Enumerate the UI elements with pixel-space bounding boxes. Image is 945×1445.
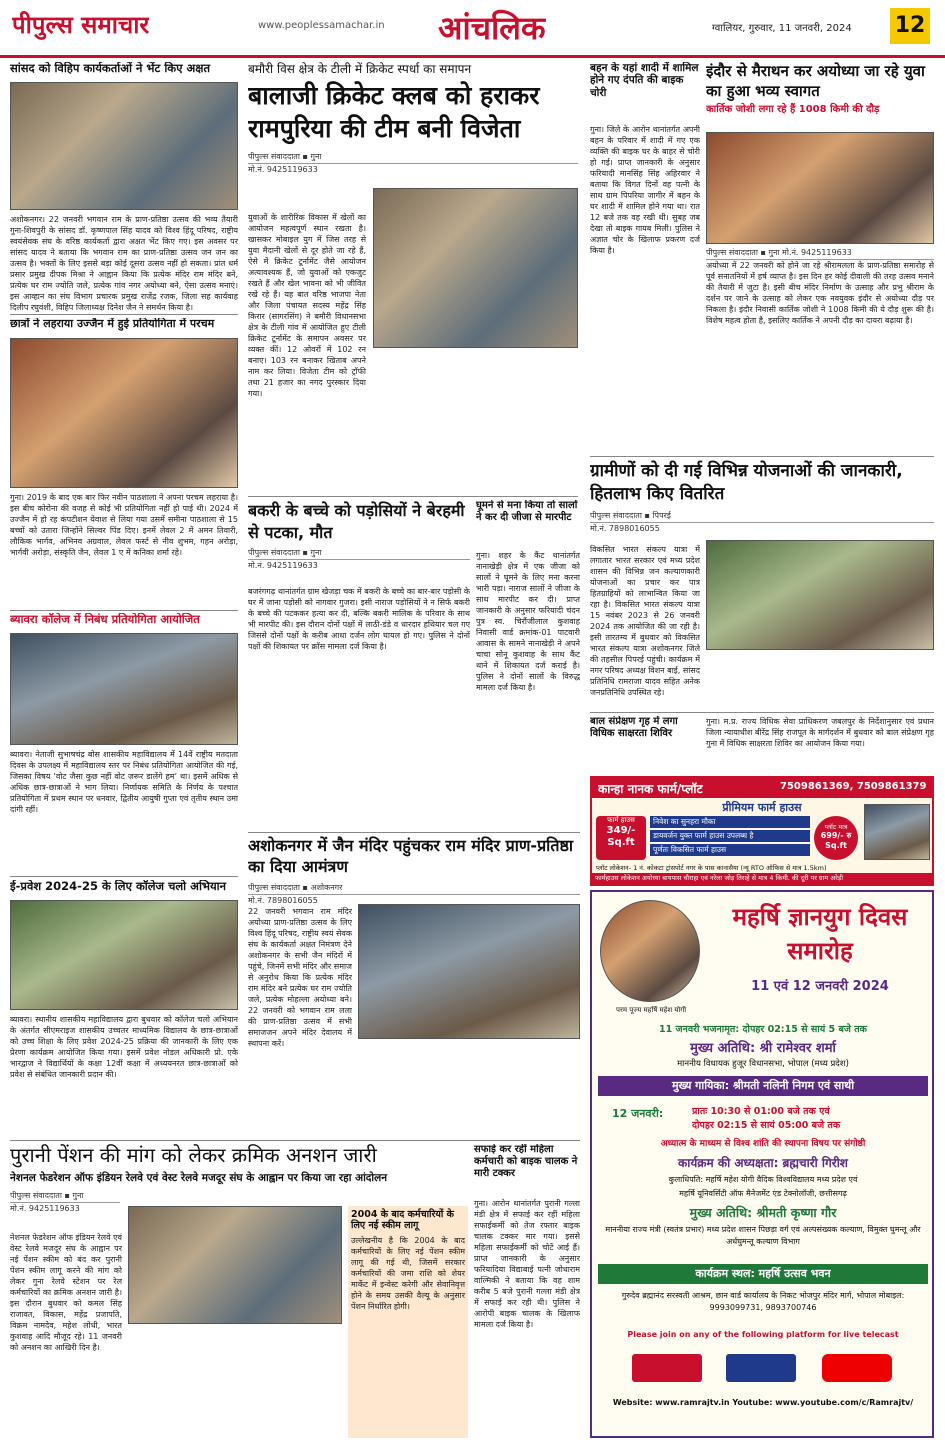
ad-points [650, 816, 810, 856]
divider [10, 876, 238, 877]
article-body: नेशनल फेडरेशन ऑफ इंडियन रेलवे एवं वेस्ट रेलवे मजदूर संघ के आह्वान पर नई पेंशन स्कीम को बंद कर पुरानी पेंशन स्कीम लागू करने की मांग को लेकर गुना रेलवे स्टेशन पर रेल कर्मचारियों का क्रमिक अनशन जारी है। इस दौरान बुधवार को कमल सिंह राजावत, विकास, महेंद्र प्रजापति, विक्रम नामदेव, महेश लोधी, भारत कुशवाह आदि मौजूद रहे। 11 जनवरी को अनशन का आखिरी दिन है। [10, 1233, 122, 1352]
divider [10, 314, 238, 315]
divider [10, 610, 238, 611]
article-body: ब्यावरा। स्थानीय शासकीय महाविद्यालय द्वारा बुधवार को कॉलेज चलो अभियान के अंतर्गत सीएमराइज शासकीय उच्चतर माध्यमिक विद्यालय के छात्र-छात्राओं को उच्च शिक्षा के लिए प्रवेश 2024-25 प्रक्रिया की जानकारी के लिए एक प्रेरणा कार्यक्रम आयोजित किया गया। इसमें प्रवेश नोडल अधिकारी प्रो. एके भारद्वाज ने विद्यार्थियों के कक्षा 12वीं कक्षा में अध्ययनरत छात्र-छात्राओं को प्रवेश से संबंधित जानकारी प्रदान की। [10, 1015, 238, 1079]
article-body: ब्यावरा। नेताजी सुभाषचंद्र बोस शासकीय महाविद्यालय में 14वें राष्ट्रीय मतदाता दिवस के उपलक्ष्य में महाविद्यालय स्तर पर निबंध प्रतियोगिता आयोजित की गई, जिसका विषय ‘वोट जैसा कुछ नहीं वोट ज़रूर डालेंगे हम’ था। इसमें अधिक से अधिक छात्र-छात्राओं ने भाग लिया। निर्णायक समिति के निर्णय के पश्चात प्रतियोगिता में प्रथम स्थान पर धनवार, द्वितीय आयुषी गुप्ता एवं तृतीय स्थान उमा दांगी रहीं। [10, 750, 238, 814]
box-body: उल्लेखनीय है कि 2004 के बाद कर्मचारियों के लिए नई पेंशन स्कीम लागू की गई थी, जिसमें सरकार कर्मचारियों की जमा राशि को शेयर मार्केट में इन्वेस्ट करेगी और सेवानिवृत्त होने के समय उसकी वैल्यू के अनुसार पेंशन निर्धारित होगी। [351, 1236, 465, 1312]
article-body: बजरंगगढ़ थानांतर्गत ग्राम खेजड़ा चक में बकरी के बच्चे का बार-बार पड़ोसी के घर में जाना पड़ोसी को नागवार गुजरा। इसी नाराज पड़ोसियों ने न सिर्फ बकरी के बच्चे की पटककर हत्या कर दी, बल्कि बकरी मालिक के परिवार के साथ भी मारपीट की। इस दौरान दोनों पक्षों में लाठी-डंडे व धारदार हथियार चल गए जिससे दोनों पक्षों के करीब आधा दर्जन लोग घायल हो गए। पुलिस ने दोनों पक्षों की शिकायत पर क्रॉस मामला दर्ज किया है। [248, 587, 470, 651]
story-legal-camp [590, 716, 934, 772]
byline-place: गुना [768, 248, 780, 257]
story-bike-theft [590, 62, 700, 452]
headline: घूमने से मना किया तो सालों ने कर दी जीजा से मारपीट [476, 500, 578, 523]
article-body: गुना। जिले के आरोन थानांतर्गत अपनी बहन के परिवार में शादी में गए एक व्यक्ति की बाइक घर के बाहर से चोरी हो गई। प्राप्त जानकारी के अनुसार फरियादी मानसिंह सिंह अहिरवार ने बताया कि विगत दिनों वह पत्नी के साथ ग्राम पिपरिया जागीर में बहन के घर शादी में शामिल होने गया था। रात 12 बजे तक वह रखी थी। सुबह जब देखा तो बाइक गायब मिली। पुलिस ने अज्ञात चोर के खिलाफ प्रकरण दर्ज किया है। [590, 125, 700, 255]
byline-place: गुना [310, 152, 322, 162]
price-left-label: फार्म हाउस [607, 816, 635, 824]
section-title: आंचलिक [438, 9, 546, 47]
ad-point: पूर्णतः विकसित फार्म हाउस [650, 844, 810, 856]
headline: बकरी के बच्चे को पड़ोसियों ने बेरहमी से पटका, मौत [248, 501, 465, 542]
portrait-caption: परम पूज्य महर्षि महेश योगी [615, 1006, 687, 1014]
address: गुरुदेव ब्रह्मानंद सरस्वती आश्रम, छान वार्ड कार्यालय के निकट भोजपुर मंदिर मार्ग, भोपाल मोबाइल: 9993099731, 9893700746 [621, 1291, 905, 1312]
article-body-cont [373, 354, 578, 492]
headline: ग्रामीणों को दी गई विभिन्न योजनाओं की जानकारी, हितलाभ किए वितरित [590, 461, 903, 504]
news-photo [373, 188, 578, 348]
mobile-number: मो.नं. 9425119633 [248, 165, 318, 175]
house-photo [864, 804, 930, 860]
price-right-badge [814, 816, 858, 860]
mobile-number: मो.नं. 9425119633 [10, 1203, 80, 1213]
story-goat [248, 500, 470, 830]
ad-dates: 11 एवं 12 जनवरी 2024 [751, 979, 889, 994]
divider [590, 712, 934, 713]
byline: पीपुल्स संवाददाता ▪ गुना [248, 151, 578, 164]
article-body-cont [706, 654, 934, 710]
byline-place: पिपरई [652, 510, 671, 520]
news-photo [358, 904, 580, 1039]
news-photo [706, 132, 934, 244]
story-sweeper [474, 1144, 580, 1438]
live-invite: Please join on any of the following platform for live telecast [627, 1330, 899, 1339]
byline-place: अशोकनगर [310, 882, 343, 892]
price-right-label: प्लॉट मात्र [824, 823, 848, 831]
mobile-number: मो.नं. 7898016055 [590, 523, 660, 533]
kicker: बमौरी विस क्षेत्र के टीली में क्रिकेट स्पर्धा का समापन [248, 62, 472, 76]
chancellor-line-2: महर्षि यूनिवर्सिटी ऑफ मैनेजमेंट एंड टेक्नोलॉजी, छत्तीसगढ़ [679, 1189, 847, 1198]
news-photo [706, 540, 934, 650]
program-president: कार्यक्रम की अध्यक्षता: ब्रह्मचारी गिरीश [678, 1156, 848, 1170]
headline: छात्रों ने लहराया उज्जैन में हुई प्रतियोगिता में परचम [10, 318, 215, 330]
price-left-value: 349/- Sq.ft [606, 825, 636, 848]
story-marathon [706, 62, 934, 452]
mobile-number: मो.नं. 9425119633 [782, 248, 852, 257]
day1-time: 11 जनवरी भजनामृत: दोपहर 02:15 से सायं 5 बजे तक [659, 1024, 867, 1035]
box-title: 2004 के बाद कर्मचारियों के लिए नई स्कीम लागू [351, 1209, 454, 1232]
story-ujjain-competition [10, 318, 238, 608]
article-body: गुना। म.प्र. राज्य विधिक सेवा प्राधिकरण जबलपुर के निर्देशानुसार एवं प्रधान जिला न्यायाधीश बीरेंद्र सिंह राजपूत के मार्गदर्शन में बुधवार को बाल संप्रेक्षण गृह गुना में विधिक साक्षरता शिविर का आयोजन किया गया। [706, 717, 934, 748]
byline: पीपुल्स संवाददाता ▪ अशोकनगर [248, 882, 580, 895]
dateline: ग्वालियर, गुरुवार, 11 जनवरी, 2024 [712, 23, 852, 34]
page-number: 12 [890, 8, 930, 44]
article-body: विकसित भारत संकल्प यात्रा में लगातार भारत सरकार एवं मध्य प्रदेश शासन की विभिन्न जन कल्याणकारी योजनाओं का प्रचार कर पात्र हितग्राहियों को लाभान्वित किया जा रहा है। विकसित भारत संकल्प यात्रा 15 नवंबर 2023 से 26 जनवरी 2024 तक आयोजित की जा रही है। इसी तारतम्य में बुधवार को विकसित भारत संकल्प यात्रा अशोकनगर जिले की तहसील पिपरई पहुंची। कार्यक्रम में नगर परिषद अध्यक्ष विशन बाई, सांसद प्रतिनिधि रामराजा यादव सहित अनेक जनप्रतिनिधि उपस्थित रहे। [590, 545, 700, 697]
story-cricket [248, 62, 578, 492]
ad-phone[interactable]: 7509861369, 7509861379 [780, 781, 927, 792]
ad-subtitle: प्रीमियम फार्म हाउस [722, 801, 802, 814]
byline-place: गुना [72, 1190, 84, 1200]
subheadline: कार्तिक जोशी लगा रहे हैं 1008 किमी की दौड़ [706, 104, 880, 115]
headline: बालाजी क्रिकेट क्लब को हराकर रामपुरिया की टीम बनी विजेता [248, 81, 540, 143]
divider [248, 832, 580, 833]
website-url[interactable]: www.peoplessamachar.in [258, 20, 385, 31]
news-photo [128, 1206, 342, 1324]
byline: पीपुल्स संवाददाता ▪ गुना [248, 547, 470, 560]
headline: बहन के यहां शादी में शामिल होने गए दंपति की बाइक चोरी [590, 62, 699, 99]
subheadline: नेशनल फेडरेशन ऑफ इंडियन रेलवे एवं वेस्ट रेलवे मजदूर संघ के आह्वान पर किया जा रहा आंदोलन [10, 1171, 388, 1184]
ad-kanha-farm[interactable] [590, 776, 934, 886]
info-box [348, 1206, 468, 1438]
ad-title: कान्हा नानक फार्म/प्लॉट [598, 782, 703, 796]
byline-reporter: पीपुल्स संवाददाता [590, 510, 642, 520]
tv-logo [632, 1354, 702, 1382]
byline: पीपुल्स संवाददाता ▪ गुना मो.नं. 9425119633 [706, 247, 934, 260]
masthead [0, 0, 945, 58]
venue: कार्यक्रम स्थल: महर्षि उत्सव भवन [598, 1264, 928, 1284]
youtube-icon [822, 1354, 892, 1382]
website-links[interactable]: Website: www.ramrajtv.in Youtube: www.youtube.com/c/Ramrajtv/ [612, 1398, 914, 1407]
article-body: अशोकनगर। 22 जनवरी भगवान राम के प्राण-प्रतिष्ठा उत्सव की भव्य तैयारी गुना-शिवपुरी के सांसद डॉ. कृष्णपाल सिंह यादव को विश्व हिंदू परिषद, राष्ट्रीय स्वयंसेवक संघ के वरिष्ठ कार्यकर्ता द्वारा अक्षत भेंट किए गए। इस अवसर पर सांसद यादव ने बताया कि भगवान राम का प्राण-प्रतिष्ठा उत्सव जन जन का उत्सव है। भक्तों के लिए इससे बड़ा कोई दूसरा उत्सव नहीं हो सकता। प्रांत धर्म प्रसार प्रमुख दीपक मिश्रा ने आह्वान किया कि प्रत्येक मंदिर राम मंदिर बने, प्रत्येक घर राम ज्योति जले, प्रत्येक गांव नगर अयोध्या बने, ऐसा उत्सव मनाएं। इस आव्हान का संघ विभाग प्रचारक प्रमुख राजेंद्र रजक, जिला सह कार्यवाह दिलीप रघुवंशी, विहिप जिलाध्यक्ष दिनेश जैन ने समर्थन किया है। [10, 215, 238, 312]
story-pension [10, 1144, 468, 1438]
news-photo [10, 900, 238, 1010]
ad-title-bar [592, 778, 932, 798]
guest-2: मुख्य अतिथि: श्रीमती कृष्णा गौर [689, 1205, 837, 1220]
byline-reporter: पीपुल्स संवाददाता [706, 248, 758, 257]
article-body: गुना। शहर के कैंट थानांतर्गत नानाखेड़ी क्षेत्र में एक जीजा को सालों ने घूमने के लिए मना करना भारी पड़ा। नाराज सालों ने जीजा के साथ मारपीट कर दी। प्राप्त जानकारी के अनुसार फरियादी चंदन पुत्र स्व. चिरौंजीलाल कुशवाह निवासी वार्ड क्रमांक-01 पाटवारी आवास के सामने नानाखेड़ी ने अपने चाचा सोनू कुशवाह के साथ कैंट थाने में शिकायत दर्ज कराई है। पुलिस ने दोनों सालों के विरुद्ध मामला दर्ज किया है। [476, 551, 580, 692]
day2-time2: दोपहर 02:15 से सायं 05:00 बजे तक [692, 1120, 841, 1131]
price-left-badge [596, 816, 646, 860]
article-body: गुना। आरोन थानांतर्गत पुरानी गल्ला मंडी क्षेत्र में सफाई कर रहीं महिला सफाईकर्मी को तेज रफ्तार बाइक चालक टक्कर मार गया। इससे महिला सफाईकर्मी को चोटें आई हैं। प्राप्त जानकारी के अनुसार फरियादिया विद्याबाई पत्नी जोधाराम वाल्मिकी ने बताया कि वह शाम करीब 5 बजे पुरानी गल्ला मंडी क्षेत्र में सफाई कर रही थी। पुलिस ने आरोपी बाइक चालक के खिलाफ मामला दर्ज किया है। [474, 1199, 580, 1329]
headline: पुरानी पेंशन की मांग को लेकर क्रमिक अनशन जारी [10, 1144, 377, 1167]
tv-logo [726, 1354, 796, 1382]
price-right-value: 699/- रु Sq.ft [820, 831, 852, 850]
article-body: 22 जनवरी भगवान राम मंदिर अयोध्या प्राण-प्रतिष्ठा उत्सव के लिए विश्व हिंदू परिषद, राष्ट्रीय स्वयं सेवक संघ के कार्यकर्ता अक्षत निमंत्रण देने अशोकनगर के सभी जैन मंदिरों में पहुंचे, जिनमें सभी मंदिर और समाज से अनुरोध किया कि प्रत्येक मंदिर राम मंदिर बने प्रत्येक घर राम ज्योति जले, प्रत्येक मोहल्ला अयोध्या बने। 22 जनवरी को भगवान राम लला की प्राण-प्रतिष्ठा उत्सव में सभी समाजजन अपने मंदिर देवालय में स्थापना करें। [248, 907, 352, 1048]
singer: मुख्य गायिका: श्रीमती नलिनी निगम एवं साथी [598, 1076, 928, 1096]
article-body: गुना। 2019 के बाद एक बार फिर नवीन पाठशाला ने अपना परचम लहराया है। इस बीच कोरोना की वजह से कोई भी प्रतियोगिता नहीं हो पाई थी। 2024 में उज्जैन में हो रह कंपटीशन येवाश से लिया गया उसमें समीना पाठशाला से 15 बच्चों को उतारा जिन्होंने सिल्वर पिंड दिए। इनमें लेवल 2 में अमन तिवारी, लौकिक भार्गव, अभिनव अग्रवाल, लेवल फर्स्ट से नीव शुभम, गहन अरोड़ा, भार्गवी अरोड़ा, संस्कृति जैन, लेवल 1 ए में कनिका शर्मा रहे। [10, 493, 238, 557]
tv-logos [632, 1348, 892, 1388]
article-body-cont [128, 1328, 342, 1438]
headline: ई-प्रवेश 2024-25 के लिए कॉलेज चलो अभियान [10, 880, 227, 893]
chief-guest: मुख्य अतिथि: श्री रामेश्वर शर्मा [690, 1041, 836, 1056]
article-body: युवाओं के शारीरिक विकास में खेलों का आयोजन महत्वपूर्ण स्थान रखता है। खासकर मोबाइल युग में जिस तरह से युवा मैदानी खेलों से दूर होते जा रहे हैं, ऐसे में क्रिकेट टूर्नामेंट जैसे आयोजन अत्यावश्यक हैं, जो युवाओं को एकजुट रखते हैं और खेल भावना को भी जीवित रखे रहे हैं। यह बात वरिष्ठ भाजपा नेता और जिला पंचायत सदस्य महेंद्र सिंह किरार (सागरसिंग) ने बमौरी विधानसभा क्षेत्र के टीली गांव में आयोजित हुए टीली क्रिकेट टूर्नामेंट के समापन अवसर पर व्यक्त कीं। 12 ओवरों में 102 रन बनाए। 103 रन बनाकर खिताब अपने नाम कर लिया। विजेता टीम को ट्रॉफी तथा 21 हजार का नगद पुरस्कार दिया गया। [248, 213, 366, 398]
headline: ब्यावरा कॉलेज में निबंध प्रतियोगिता आयोजित [10, 613, 200, 626]
story-mp-akshat [10, 62, 238, 312]
byline: पीपुल्स संवाददाता ▪ गुना [10, 1190, 120, 1203]
story-essay-competition [10, 613, 238, 873]
chancellor-line: कुलाधिपति: महर्षि महेश योगी वैदिक विश्वविद्यालय मध्य प्रदेश एवं [668, 1175, 858, 1184]
seminar-theme: अध्यात्म के माध्यम से विश्व शांति की स्थापना विषय पर संगोष्ठी [660, 1139, 866, 1149]
story-jain-temple [248, 836, 580, 1136]
byline-place: गुना [310, 548, 322, 558]
news-photo [10, 82, 238, 210]
article-body: अयोध्या में 22 जनवरी को होने जा रहे श्रीरामलला के प्राण-प्रतिष्ठा समारोह से पूर्व सनातनियों में हर्ष व्याप्त है। इस दिन हर कोई दीवाली की तरह उत्सव मनाने की तैयारी में जुटा है। इसी बीच मंदिर निर्माण के उत्साह और प्रभु श्रीराम के दर्शन पर जाने के उत्साह को लेकर एक नवयुवक इंदौर से अयोध्या दौड़ पर निकला है। इंदौर निवासी कार्तिक जोशी ने 1008 किमी की ये दौड़ शुरू की है। विशेष महत्व होता है, इसलिए कार्तिक ने अपनी दौड़ का दायरा बढ़ाया है। [706, 261, 934, 325]
day2-label: 12 जनवरी: [612, 1107, 664, 1120]
ad-maharishi[interactable] [590, 890, 934, 1438]
news-photo [10, 338, 238, 488]
ad-point: डायवर्जन युक्त फार्म हाउस उपलब्ध है [650, 830, 810, 842]
headline: इंदौर से मैराथन कर अयोध्या जा रहे युवा का हुआ भव्य स्वागत [706, 62, 925, 100]
divider [248, 496, 578, 497]
news-photo [10, 633, 238, 745]
byline-reporter: पीपुल्स संवाददाता [10, 1190, 62, 1200]
story-schemes [590, 460, 934, 710]
ad-point: निवेश का सुनहरा मौका [650, 816, 810, 828]
headline: अशोकनगर में जैन मंदिर पहुंचकर राम मंदिर प्राण-प्रतिष्ठा का दिया आमंत्रण [248, 836, 574, 876]
guest-2-role: माननीया राज्य मंत्री (स्वतंत्र प्रभार) मध्य प्रदेश शासन पिछड़ा वर्ग एवं अल्पसंख्यक कल्याण, विमुक्त घुमन्तू और अर्धघुमन्तू कल्याण विभाग [605, 1225, 921, 1246]
headline: बाल संप्रेक्षण गृह में लगा विधिक साक्षरता शिविर [590, 716, 678, 739]
byline: पीपुल्स संवाददाता ▪ पिपरई [590, 510, 934, 523]
mobile-number: मो.नं. 7898016055 [248, 895, 318, 905]
divider [10, 1140, 580, 1141]
story-jija [476, 500, 580, 830]
headline: सांसद को विहिप कार्यकर्ताओं ने भेंट किए अक्षत [10, 62, 211, 75]
byline-reporter: पीपुल्स संवाददाता [248, 548, 300, 558]
divider [590, 456, 934, 457]
headline: सफाई कर रहीं महिला कर्मचारी को बाइक चालक ने मारी टक्कर [474, 1144, 578, 1179]
ad-location: प्लॉट लोकेशन- 1 नं. कोकटा ट्रांसपोर्ट नगर के पास कानासैया (न्यू RTO ऑफिस से मात्र 1.5km) [596, 864, 827, 872]
ad-location-2: फार्महाउस लोकेशन अयोध्या बायपास चौराहा एवं नरेला जोड़ तिराहे से मात्र 4 किमी. की दूरी पर ग्राम अरेड़ी [592, 873, 932, 884]
article-body-cont [358, 1044, 580, 1136]
byline-reporter: पीपुल्स संवाददाता [248, 882, 300, 892]
ad-title: महर्षि ज्ञानयुग दिवस समारोह [732, 902, 908, 965]
newspaper-logo[interactable]: पीपुल्स समाचार [12, 10, 150, 39]
chief-guest-role: माननीय विधायक हुजूर विधानसभा, भोपाल (मध्य प्रदेश) [677, 1059, 849, 1069]
byline-reporter: पीपुल्स संवाददाता [248, 152, 300, 162]
portrait-photo [600, 900, 700, 1002]
mobile-number: मो.नं. 9425119633 [248, 561, 318, 571]
day2-time1: प्रातः 10:30 से 01:00 बजे तक एवं [692, 1106, 830, 1117]
story-college-chalo [10, 880, 238, 1140]
